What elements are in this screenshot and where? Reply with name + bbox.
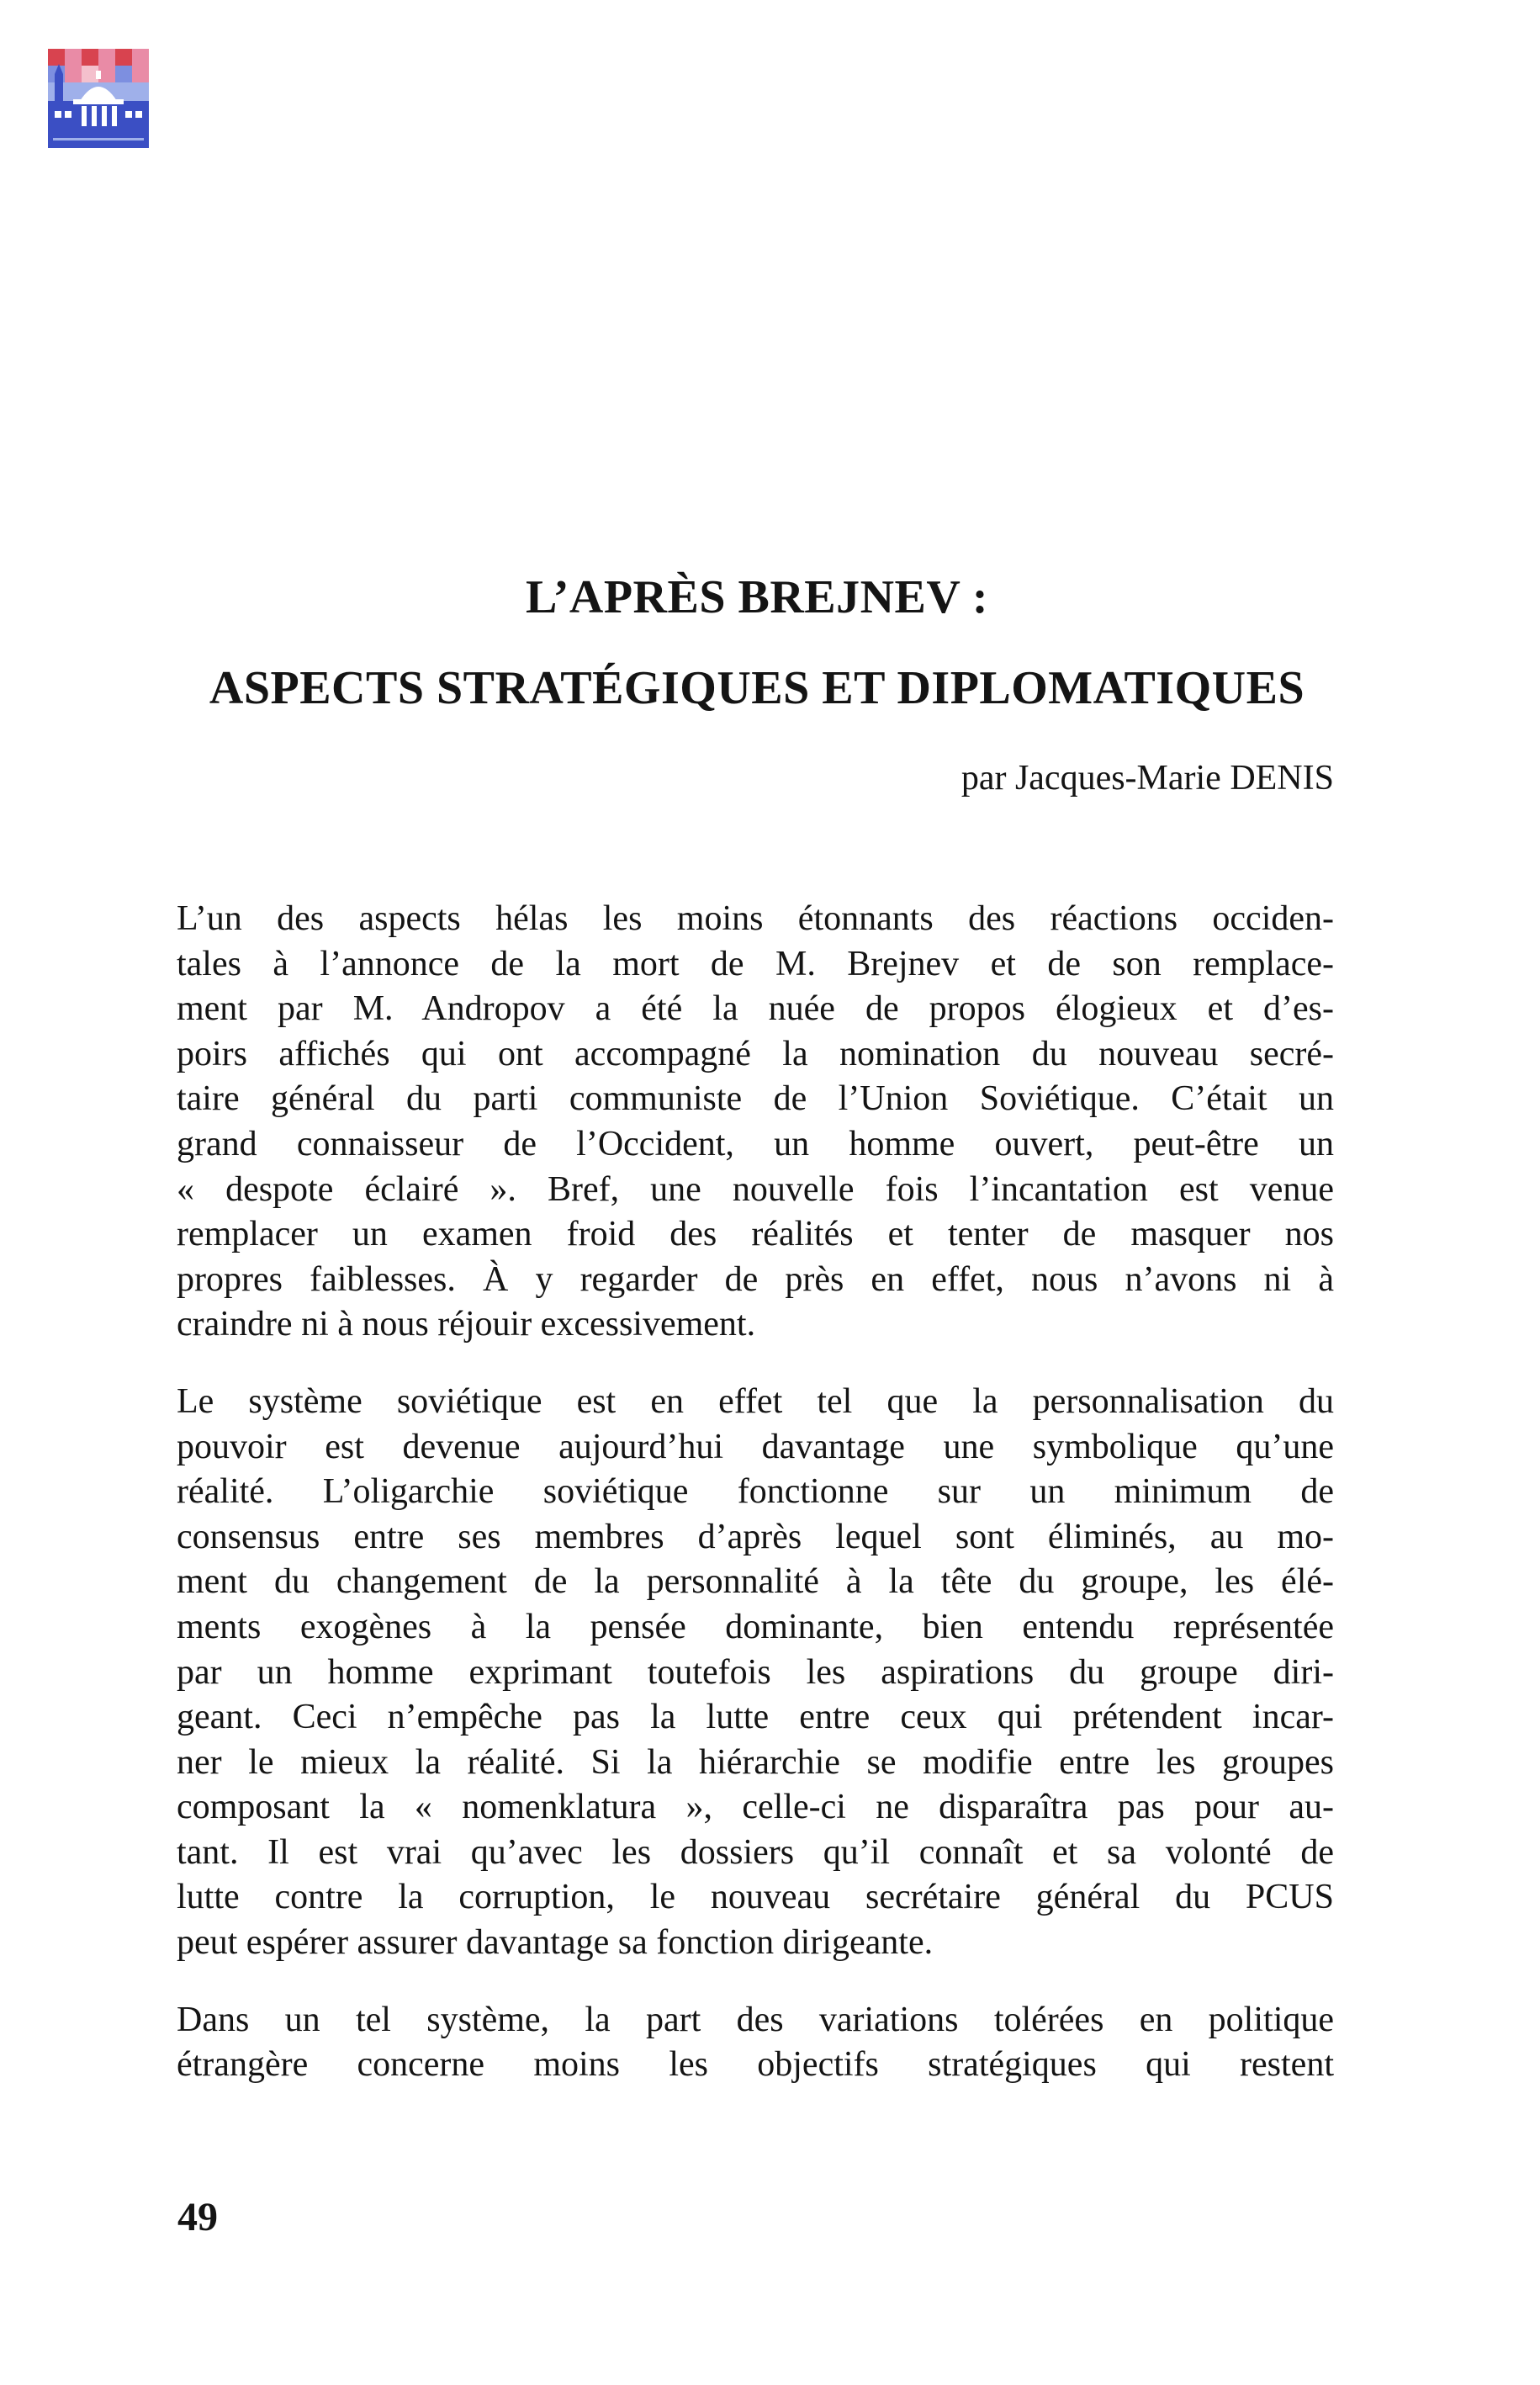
text-line: consensus entre ses membres d’après lequel sont éliminés, au mo- [177,1517,1334,1556]
text-line: ment par M. Andropov a été la nuée de propos élogieux et d’es- [177,989,1334,1029]
paragraph-1 [177,897,1334,1348]
text-line: Dans un tel système, la part des variations tolérées en politique [177,2000,1334,2039]
text-line: ner le mieux la réalité. Si la hiérarchie se modifie entre les groupes [177,1742,1334,1782]
text-line: ments exogènes à la pensée dominante, bien entendu représentée [177,1607,1334,1646]
author-byline: par Jacques-Marie DENIS [961,759,1334,798]
page-number: 49 [177,2195,218,2239]
text-line: pouvoir est devenue aujourd’hui davantage une symbolique qu’une [177,1427,1334,1466]
text-line: craindre ni à nous réjouir excessivement. [177,1305,756,1344]
text-line: ment du changement de la personnalité à la tête du groupe, les élé- [177,1562,1334,1602]
text-line: lutte contre la corruption, le nouveau secrétaire général du PCUS [177,1878,1334,1917]
text-line: poirs affichés qui ont accompagné la nomination du nouveau secré- [177,1034,1334,1073]
text-line: grand connaisseur de l’Occident, un homme ouvert, peut-être un [177,1124,1334,1163]
text-line: L’un des aspects hélas les moins étonnants des réactions occiden- [177,899,1334,938]
text-line: tant. Il est vrai qu’avec les dossiers qu’il connaît et sa volonté de [177,1832,1334,1872]
text-line: par un homme exprimant toutefois les aspirations du groupe diri- [177,1652,1334,1692]
text-line: composant la « nomenklatura », celle-ci ne disparaîtra pas pour au- [177,1788,1334,1827]
text-line: remplacer un examen froid des réalités et tenter de masquer nos [177,1215,1334,1254]
text-line: peut espérer assurer davantage sa fonction dirigeante. [177,1923,934,1963]
institution-logo-icon [48,49,149,148]
title-line-1: L’APRÈS BREJNEV : [526,571,988,623]
text-line: tales à l’annonce de la mort de M. Brejnev et de son remplace- [177,944,1334,983]
text-line: geant. Ceci n’empêche pas la lutte entre ceux qui prétendent incar- [177,1698,1334,1737]
article-body [177,897,1334,2120]
text-line: taire général du parti communiste de l’Union Soviétique. C’était un [177,1079,1334,1119]
text-line: propres faiblesses. À y regarder de près en effet, nous n’avons ni à [177,1259,1334,1299]
text-line: réalité. L’oligarchie soviétique fonctionne sur un minimum de [177,1472,1334,1512]
text-line: « despote éclairé ». Bref, une nouvelle fois l’incantation est venue [177,1169,1334,1209]
paragraph-2 [177,1380,1334,1966]
title-line-2: ASPECTS STRATÉGIQUES ET DIPLOMATIQUES [209,662,1305,714]
text-line: étrangère concerne moins les objectifs stratégiques qui restent [177,2045,1334,2085]
paragraph-3 [177,1998,1334,2088]
article-title [177,572,1337,713]
text-line: Le système soviétique est en effet tel que la personnalisation du [177,1381,1334,1421]
